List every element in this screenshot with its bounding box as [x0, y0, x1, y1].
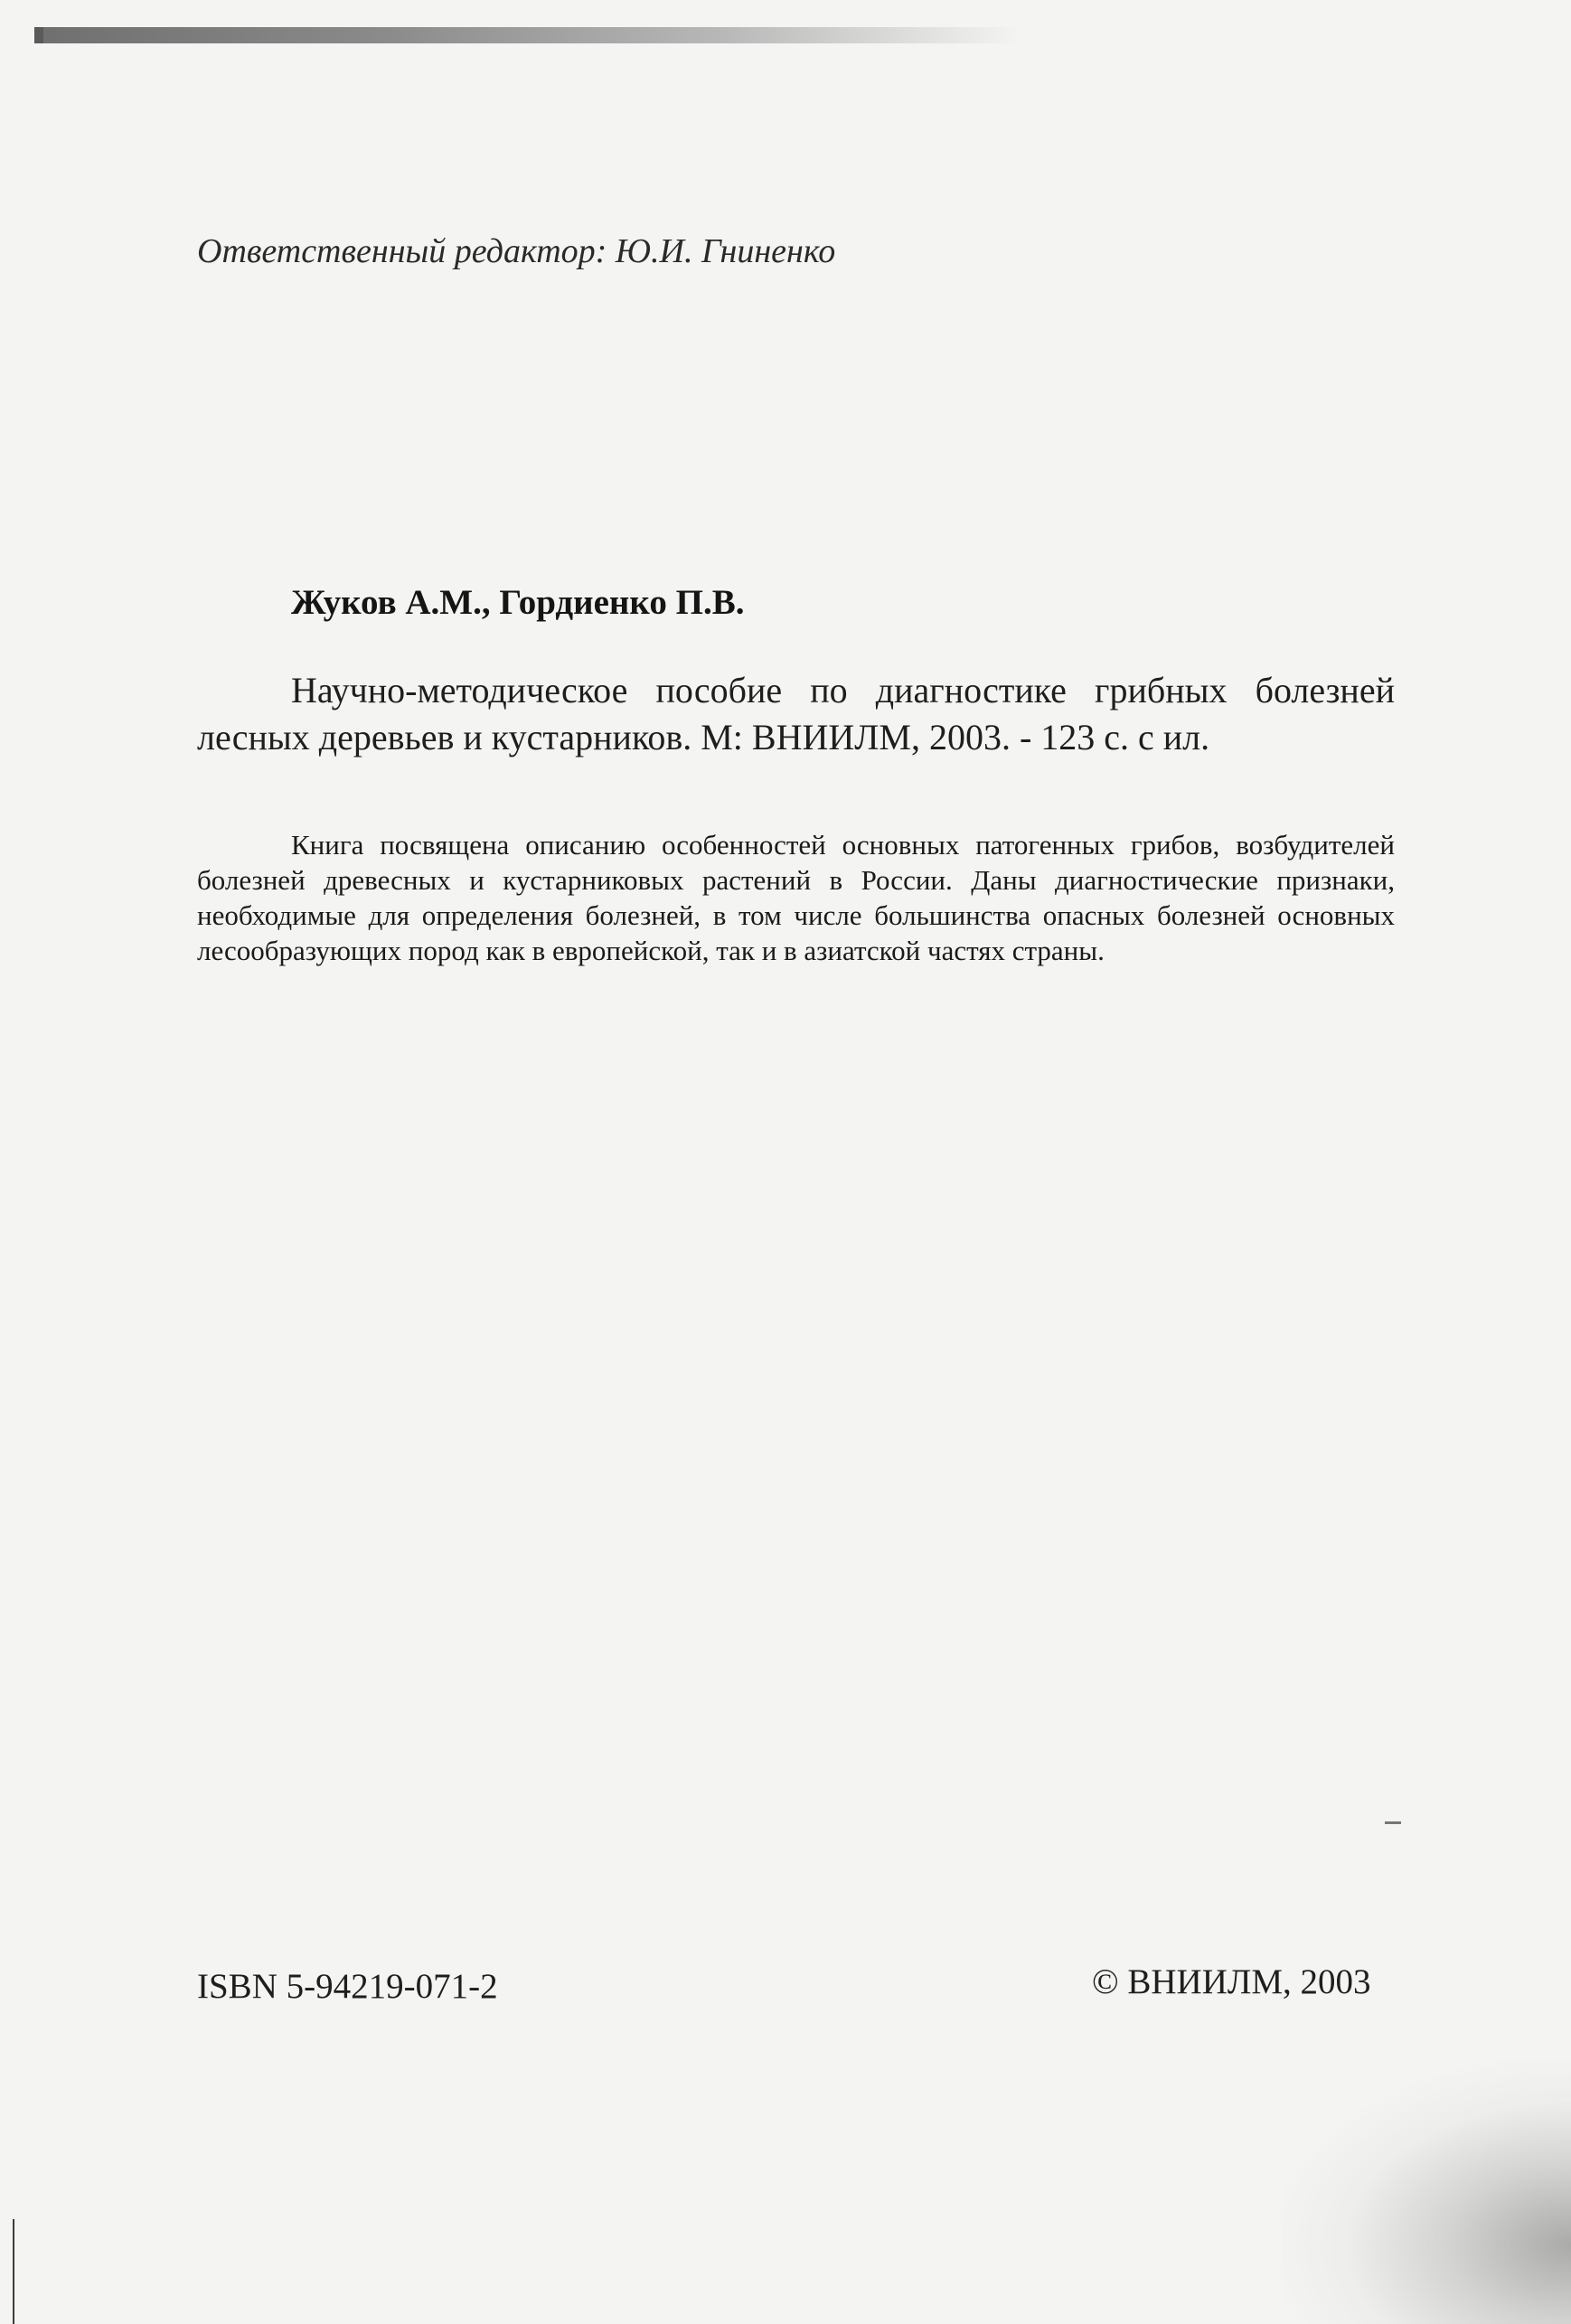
copyright: © ВНИИЛМ, 2003: [1092, 1962, 1371, 2001]
abstract-paragraph: Книга посвящена описанию особенностей основных патогенных грибов, возбудителей болезней древесных и кустарниковых растений в России. Даны диагностические признаки, необходимые для определения болезней, в том числе большинства опасных болезней основных лесообразующих пород как в европейской, так и в азиатской частях страны.: [197, 829, 1395, 966]
scan-speck: [1385, 1821, 1401, 1824]
scan-edge-top: [34, 27, 1020, 43]
authors: Жуков А.М., Гордиенко П.В.: [291, 583, 745, 622]
scan-edge-corner: [34, 27, 43, 43]
scan-shadow-bottom-right: [1282, 2061, 1571, 2324]
bibliographic-description: Научно-методическое пособие по диагностике грибных болезней лесных деревьев и кустарников. М: ВНИИЛМ, 2003. - 123 с. с ил.: [197, 670, 1395, 757]
responsible-editor: Ответственный редактор: Ю.И. Гниненко: [197, 232, 836, 270]
scan-edge-left: [13, 2219, 14, 2324]
isbn: ISBN 5-94219-071-2: [197, 1967, 498, 2006]
